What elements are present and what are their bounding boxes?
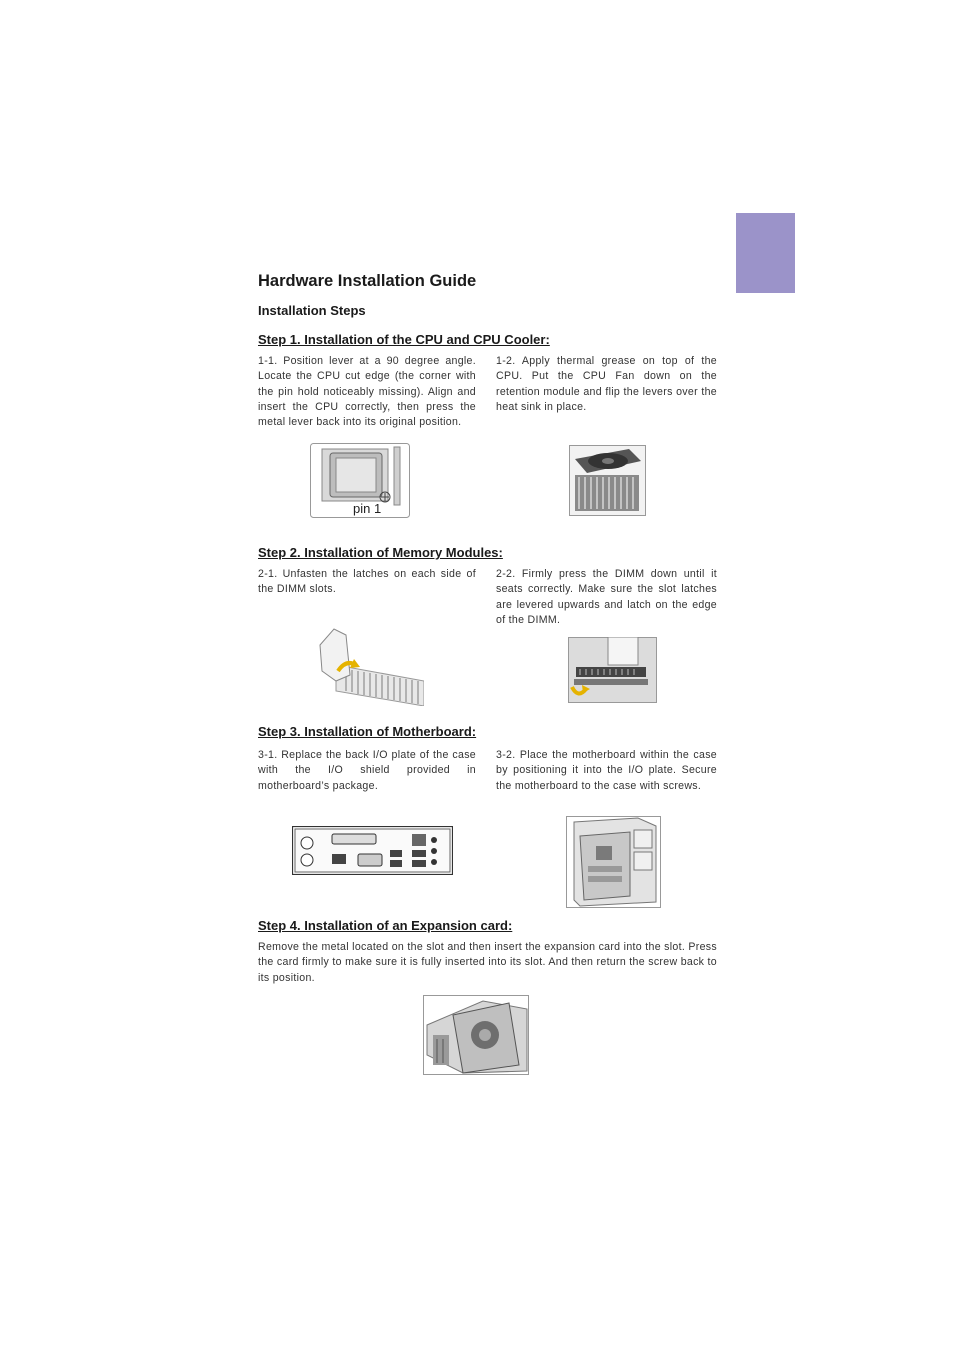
step-4-heading: Step 4. Installation of an Expansion card:: [258, 918, 513, 933]
motherboard-case-figure: [566, 816, 661, 908]
step-3-1-text: 3-1. Replace the back I/O plate of the case with the I/O shield provided in motherboard’s package.: [258, 749, 476, 792]
io-shield-figure: [292, 826, 453, 875]
step-1-2-text: 1-2. Apply thermal grease on top of the CPU. Put the CPU Fan down on the retention module and flip the levers over the heat sink in place.: [496, 355, 717, 413]
step-2-2-text: 2-2. Firmly press the DIMM down until it seats correctly. Make sure the slot latches are levered upwards and latch on the edge of the DIMM.: [496, 568, 717, 626]
pin-1-label: pin 1: [353, 501, 382, 516]
step-4-text: Remove the metal located on the slot and then insert the expansion card into the slot. Press the card firmly to make sure it is fully inserted into its slot. And then return the screw back to its position.: [258, 941, 717, 984]
cpu-cooler-figure: [569, 445, 646, 516]
step-2-heading: Step 2. Installation of Memory Modules:: [258, 545, 503, 560]
step-1-1-text: 1-1. Position lever at a 90 degree angle. Locate the CPU cut edge (the corner with the pin hold noticeably missing). Align and insert the CPU correctly, then press the metal lever back into its original position.: [258, 355, 476, 429]
expansion-card-figure: [423, 995, 529, 1075]
step-3-2-text: 3-2. Place the motherboard within the case by positioning it into the I/O plate. Secure the motherboard to the case with screws.: [496, 749, 717, 792]
dimm-latch-figure: [316, 625, 424, 706]
page-subtitle: Installation Steps: [258, 303, 366, 318]
page-title: Hardware Installation Guide: [258, 272, 477, 290]
step-3-heading: Step 3. Installation of Motherboard:: [258, 724, 477, 739]
step-2-1-text: 2-1. Unfasten the latches on each side of the DIMM slots.: [258, 568, 476, 596]
section-tab: [736, 213, 795, 293]
cpu-socket-figure: [310, 443, 410, 518]
step-1-heading: Step 1. Installation of the CPU and CPU Cooler:: [258, 332, 550, 347]
dimm-insert-figure: [568, 637, 657, 703]
